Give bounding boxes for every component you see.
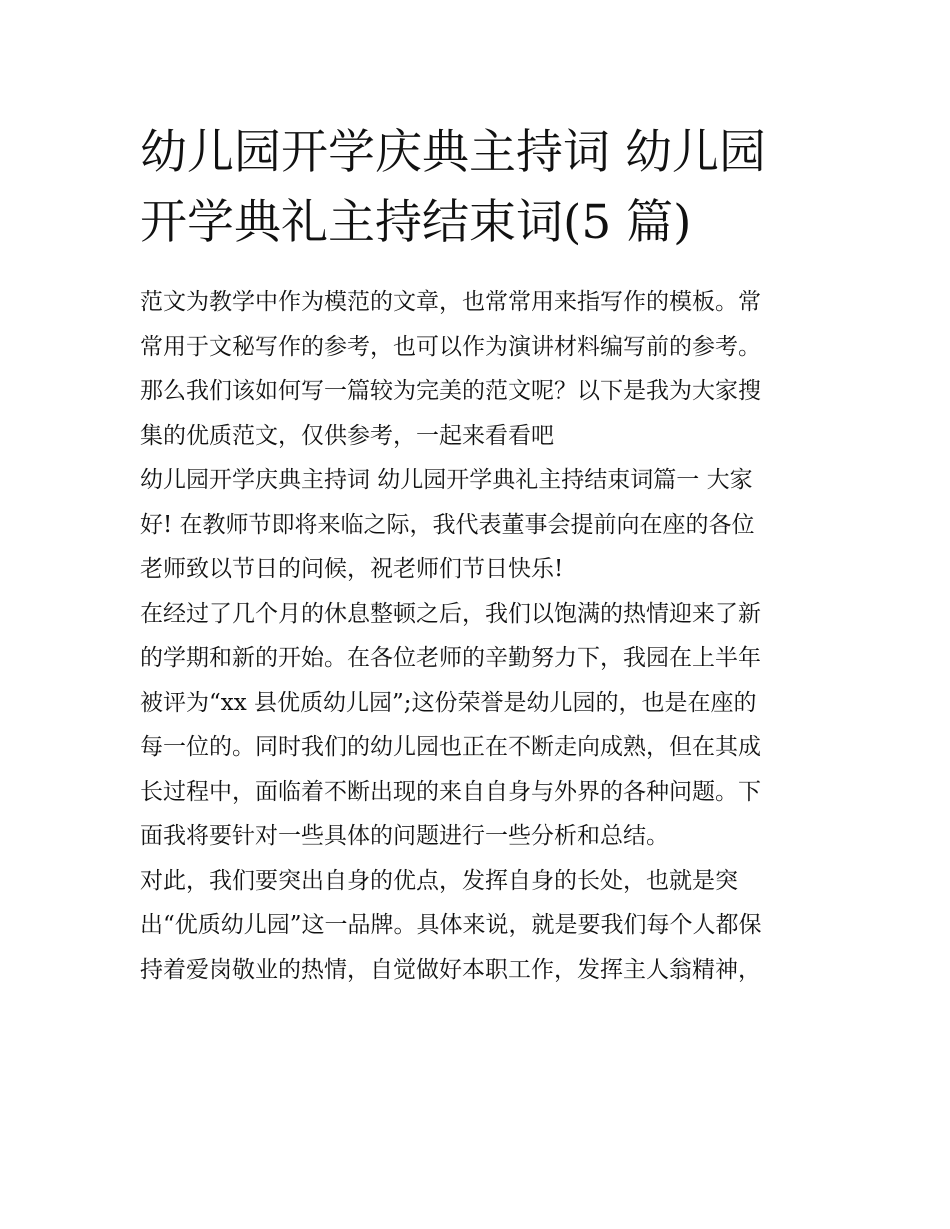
text-line: 范文为教学中作为模范的文章，也常常用来指写作的模板。常 (140, 289, 761, 315)
title-line: 开学典礼主持结束词(5 篇) (140, 195, 692, 250)
text-line: 长过程中，面临着不断出现的来自自身与外界的各种问题。下 (140, 778, 761, 805)
text-line: 在经过了几个月的休息整顿之后，我们以饱满的热情迎来了新 (140, 600, 761, 627)
text-line: 好! 在教师节即将来临之际，我代表董事会提前向在座的各位 (140, 511, 755, 538)
text-line: 那么我们该如何写一篇较为完美的范文呢？以下是我为大家搜 (140, 378, 761, 404)
text-line: 集的优质范文，仅供参考，一起来看看吧 (140, 422, 554, 449)
text-line: 面我将要针对一些具体的问题进行一些分析和总结。 (140, 823, 669, 849)
paragraph-review (140, 592, 820, 859)
text-line: 的学期和新的开始。在各位老师的辛勤努力下，我园在上半年 (140, 645, 761, 671)
text-line: 出“优质幼儿园”这一品牌。具体来说，就是要我们每个人都保 (140, 912, 762, 938)
body-text (140, 280, 820, 992)
text-line: 幼儿园开学庆典主持词 幼儿园开学典礼主持结束词篇一 大家 (140, 467, 753, 493)
title-line: 幼儿园开学庆典主持词 幼儿园 (140, 125, 766, 180)
text-line: 老师致以节日的问候，祝老师们节日快乐! (140, 556, 564, 582)
paragraph-greeting (140, 458, 820, 592)
page-title (140, 118, 820, 258)
text-line: 被评为“xx 县优质幼儿园”;这份荣誉是幼儿园的，也是在座的 (140, 689, 757, 716)
text-line: 持着爱岗敬业的热情，自觉做好本职工作，发挥主人翁精神， (140, 956, 761, 983)
paragraph-intro (140, 280, 820, 458)
text-line: 对此，我们要突出自身的优点，发挥自身的长处，也就是突 (140, 867, 738, 894)
paragraph-brand (140, 859, 820, 993)
text-line: 常用于文秘写作的参考，也可以作为演讲材料编写前的参考。 (140, 333, 761, 360)
text-line: 每一位的。同时我们的幼儿园也正在不断走向成熟，但在其成 (140, 734, 761, 760)
